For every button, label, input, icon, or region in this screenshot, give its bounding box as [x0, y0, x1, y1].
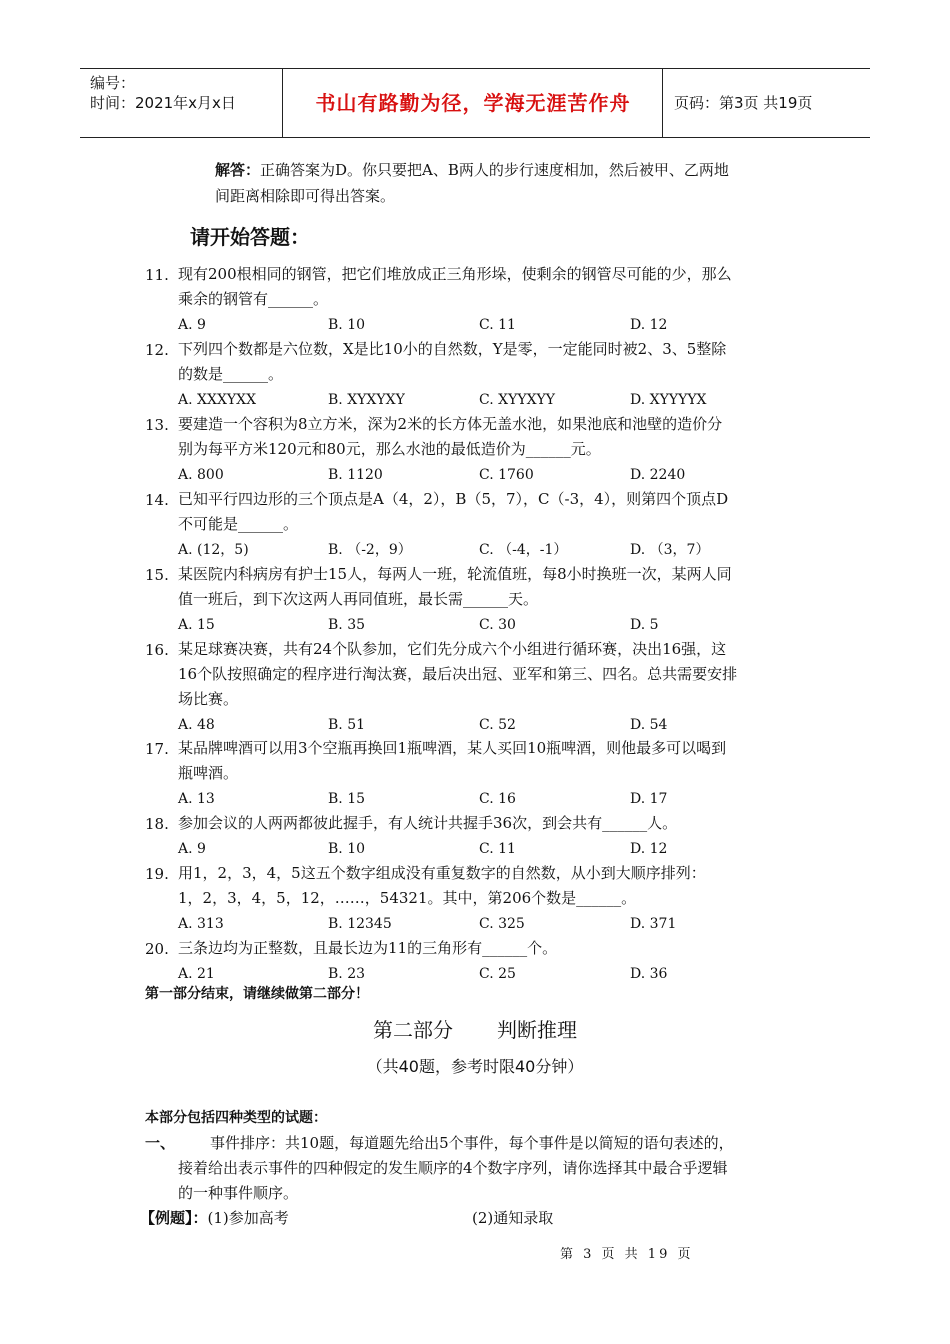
example-label: 【例题】： [140, 1209, 208, 1227]
question-number: 16. [145, 641, 169, 659]
answer-option: D. XYYYYX [630, 392, 707, 408]
part2-item1-line: 事件排序：共10题，每道题先给出5个事件，每个事件是以简短的语句表述的， [210, 1134, 734, 1152]
answer-option: C. XYYXYY [479, 392, 556, 408]
explanation-line-1 [215, 160, 729, 180]
answer-option: B. （-2，9） [328, 542, 412, 558]
part2-title-b: 判断推理 [497, 1018, 577, 1042]
answer-option: D. 371 [630, 916, 677, 932]
question-text: 现有200根相同的钢管，把它们堆放成正三角形垛，使剩余的钢管尽可能的少，那么 [178, 265, 732, 283]
answer-option: A. 48 [178, 717, 215, 733]
explanation-line-2: 间距离相除即可得出答案。 [215, 187, 396, 205]
page-header [80, 68, 870, 138]
start-heading: 请开始答题： [190, 225, 310, 249]
question-text: 场比赛。 [178, 690, 239, 708]
answer-option: B. 23 [328, 966, 366, 982]
answer-option: B. 10 [328, 841, 366, 857]
question-text: 用1，2，3，4，5这五个数字组成没有重复数字的自然数，从小到大顺序排列： [178, 864, 706, 882]
question-number: 20. [145, 940, 169, 958]
page-footer: 第 3 页 共 19 页 [560, 1247, 694, 1262]
example-item-1: (1)参加高考 [207, 1209, 289, 1227]
part2-intro: 本部分包括四种类型的试题： [145, 1110, 327, 1126]
question-text: 要建造一个容积为8立方米，深为2米的长方体无盖水池，如果池底和池壁的造价分 [178, 415, 723, 433]
answer-option: A. XXXYXX [178, 392, 257, 408]
answer-option: C. 25 [479, 966, 516, 982]
answer-option: A. (12，5) [178, 542, 249, 558]
header-time: 时间：2021年x月x日 [90, 94, 236, 112]
answer-option: C. 30 [479, 617, 516, 633]
answer-option: A. 21 [178, 966, 215, 982]
part2-title [0, 1016, 950, 1044]
header-serial: 编号： [90, 74, 136, 92]
question-number: 11. [145, 266, 169, 284]
header-meta [90, 73, 236, 113]
answer-option: C. 11 [479, 841, 516, 857]
question-text: 的数是______。 [178, 365, 284, 383]
question-number: 18. [145, 815, 169, 833]
question-text: 某医院内科病房有护士15人，每两人一班，轮流值班，每8小时换班一次，某两人同 [178, 565, 732, 583]
answer-option: A. 13 [178, 791, 215, 807]
answer-option: D. 12 [630, 317, 668, 333]
question-text: 不可能是______。 [178, 515, 299, 533]
answer-option: B. 1120 [328, 467, 383, 483]
header-motto: 书山有路勤为径，学海无涯苦作舟 [315, 91, 631, 115]
question-text: 16个队按照确定的程序进行淘汰赛，最后决出冠、亚军和第三、四名。总共需要安排 [178, 665, 738, 683]
question-text: 瓶啤酒。 [178, 764, 239, 782]
answer-option: D. 12 [630, 841, 668, 857]
part2-item1-num: 一、 [145, 1134, 176, 1152]
part2-title-a: 第二部分 [373, 1018, 453, 1042]
question-number: 13. [145, 416, 169, 434]
example-line [140, 1208, 289, 1228]
answer-option: B. XYXYXY [328, 392, 405, 408]
question-number: 19. [145, 865, 169, 883]
part2-subtitle: （共40题，参考时限40分钟） [366, 1057, 584, 1076]
answer-option: A. 313 [178, 916, 224, 932]
question-text: 值一班后，到下次这两人再同值班，最长需______天。 [178, 590, 539, 608]
part1-end-note: 第一部分结束，请继续做第二部分！ [145, 986, 369, 1002]
answer-option: A. 800 [178, 467, 224, 483]
question-text: 下列四个数都是六位数，X是比10小的自然数，Y是零，一定能同时被2、3、5整除 [178, 340, 727, 358]
answer-option: D. 5 [630, 617, 659, 633]
answer-option: D. 17 [630, 791, 668, 807]
answer-option: A. 9 [178, 317, 206, 333]
answer-option: C. 1760 [479, 467, 534, 483]
explanation-label: 解答： [215, 161, 261, 179]
answer-option: D. 36 [630, 966, 668, 982]
answer-option: B. 10 [328, 317, 366, 333]
answer-option: B. 51 [328, 717, 366, 733]
answer-option: B. 35 [328, 617, 366, 633]
answer-option: A. 9 [178, 841, 206, 857]
question-text: 已知平行四边形的三个顶点是A（4，2），B（5，7），C（-3，4），则第四个顶点D [178, 490, 729, 508]
answer-option: B. 15 [328, 791, 366, 807]
question-text: 乘余的钢管有______。 [178, 290, 329, 308]
example-item-2: (2)通知录取 [472, 1209, 554, 1227]
question-number: 12. [145, 341, 169, 359]
answer-option: D. （3，7） [630, 542, 710, 558]
part2-item1-line: 接着给出表示事件的四种假定的发生顺序的4个数字序列，请你选择其中最合乎逻辑 [178, 1159, 728, 1177]
answer-option: C. （-4，-1） [479, 542, 568, 558]
question-number: 15. [145, 566, 169, 584]
question-text: 某品牌啤酒可以用3个空瓶再换回1瓶啤酒，某人买回10瓶啤酒，则他最多可以喝到 [178, 739, 727, 757]
question-number: 14. [145, 491, 169, 509]
answer-option: C. 11 [479, 317, 516, 333]
answer-option: C. 16 [479, 791, 516, 807]
answer-option: B. 12345 [328, 916, 392, 932]
header-divider [282, 69, 283, 137]
question-text: 某足球赛决赛，共有24个队参加，它们先分成六个小组进行循环赛，决出16强，这 [178, 640, 727, 658]
answer-option: C. 52 [479, 717, 516, 733]
header-divider [662, 69, 663, 137]
header-page-info: 页码：第3页 共19页 [674, 94, 813, 112]
part2-item1-line: 的一种事件顺序。 [178, 1184, 299, 1202]
question-text: 参加会议的人两两都彼此握手，有人统计共握手36次，到会共有______人。 [178, 814, 678, 832]
explanation-text: 正确答案为D。你只要把A、B两人的步行速度相加，然后被甲、乙两地 [260, 161, 729, 179]
answer-option: A. 15 [178, 617, 215, 633]
question-text: 三条边均为正整数，且最长边为11的三角形有______个。 [178, 939, 558, 957]
answer-option: C. 325 [479, 916, 525, 932]
answer-option: D. 54 [630, 717, 668, 733]
answer-option: D. 2240 [630, 467, 686, 483]
question-number: 17. [145, 740, 169, 758]
question-text: 1，2，3，4，5，12，……，54321。其中，第206个数是______。 [178, 889, 637, 907]
question-text: 别为每平方米120元和80元，那么水池的最低造价为______元。 [178, 440, 601, 458]
